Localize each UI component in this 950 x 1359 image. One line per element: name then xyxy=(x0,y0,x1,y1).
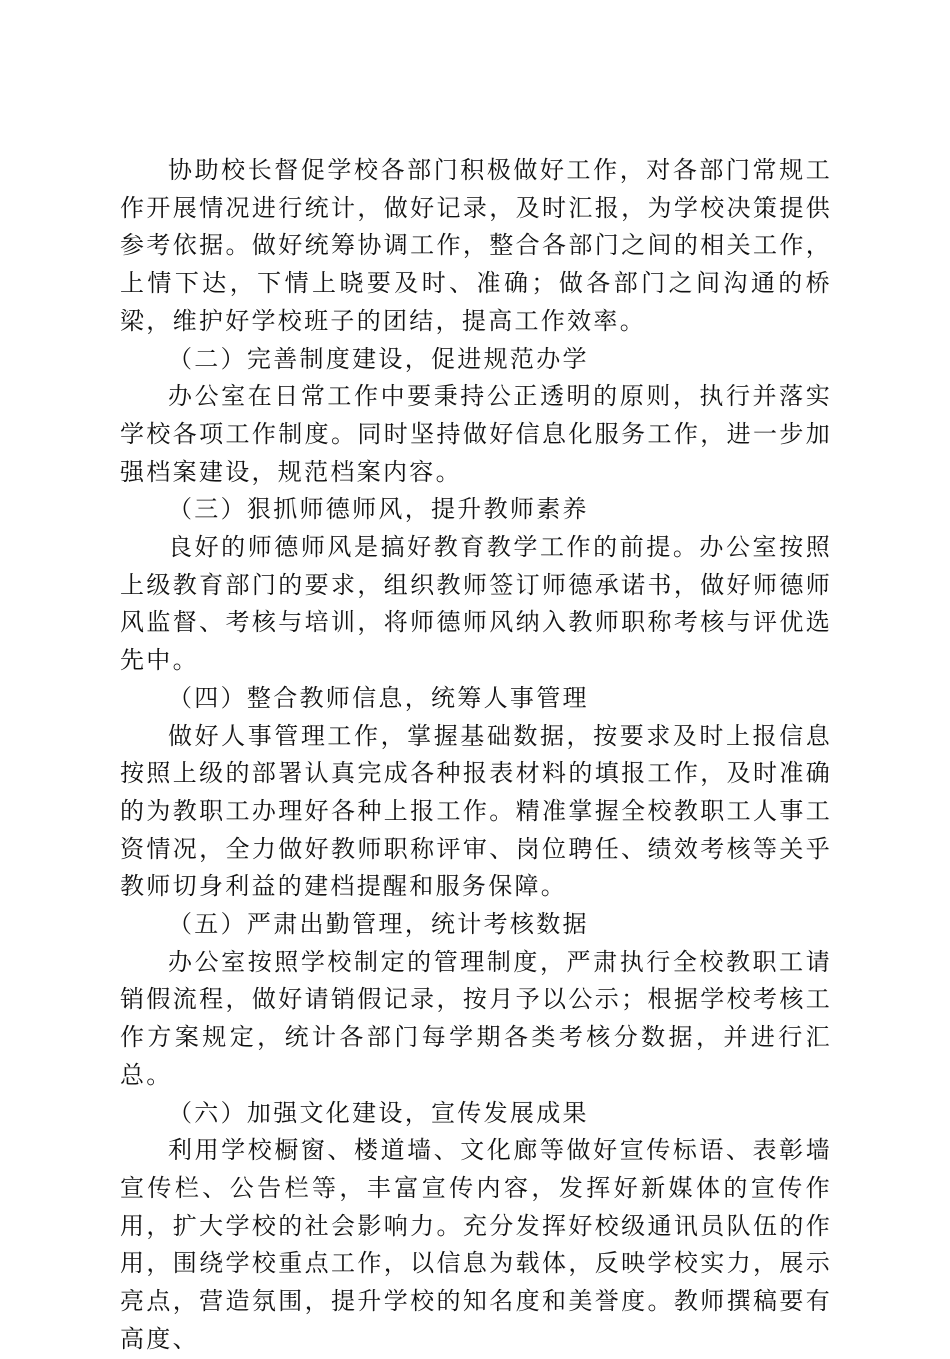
paragraph-attendance: 办公室按照学校制定的管理制度，严肃执行全校教职工请销假流程，做好请销假记录，按月予以公示；根据学校考核工作方案规定，统计各部门每学期各类考核分数据，并进行汇总。 xyxy=(120,947,832,1089)
document-page xyxy=(120,152,832,1359)
paragraph-coordination: 协助校长督促学校各部门积极做好工作，对各部门常规工作开展情况进行统计，做好记录，及时汇报，为学校决策提供参考依据。做好统筹协调工作，整合各部门之间的相关工作，上情下达，下情上晓要及时、准确；做各部门之间沟通的桥梁，维护好学校班子的团结，提高工作效率。 xyxy=(120,156,832,335)
paragraph-culture: 利用学校橱窗、楼道墙、文化廊等做好宣传标语、表彰墙宣传栏、公告栏等，丰富宣传内容，发挥好新媒体的宣传作用，扩大学校的社会影响力。充分发挥好校级通讯员队伍的作用，围绕学校重点工作，以信息为载体，反映学校实力，展示亮点，营造氛围，提升学校的知名度和美誉度。教师撰稿要有高度、 xyxy=(120,1136,832,1353)
section-heading-2: （二）完善制度建设，促进规范办学 xyxy=(168,344,589,373)
paragraph-personnel: 做好人事管理工作，掌握基础数据，按要求及时上报信息按照上级的部署认真完成各种报表材料的填报工作，及时准确的为教职工办理好各种上报工作。精准掌握全校教职工人事工资情况，全力做好教师职称评审、岗位聘任、绩效考核等关乎教师切身利益的建档提醒和服务保障。 xyxy=(120,721,832,901)
section-heading-3: （三）狠抓师德师风，提升教师素养 xyxy=(168,495,589,524)
paragraph-teacher-ethics: 良好的师德师风是搞好教育教学工作的前提。办公室按照上级教育部门的要求，组织教师签订师德承诺书，做好师德师风监督、考核与培训，将师德师风纳入教师职称考核与评优选先中。 xyxy=(120,533,832,675)
section-heading-4: （四）整合教师信息，统筹人事管理 xyxy=(168,683,589,712)
paragraph-system-building: 办公室在日常工作中要秉持公正透明的原则，执行并落实学校各项工作制度。同时坚持做好信息化服务工作，进一步加强档案建设，规范档案内容。 xyxy=(120,382,832,486)
section-heading-6: （六）加强文化建设，宣传发展成果 xyxy=(168,1098,589,1127)
section-heading-5: （五）严肃出勤管理，统计考核数据 xyxy=(168,910,589,939)
